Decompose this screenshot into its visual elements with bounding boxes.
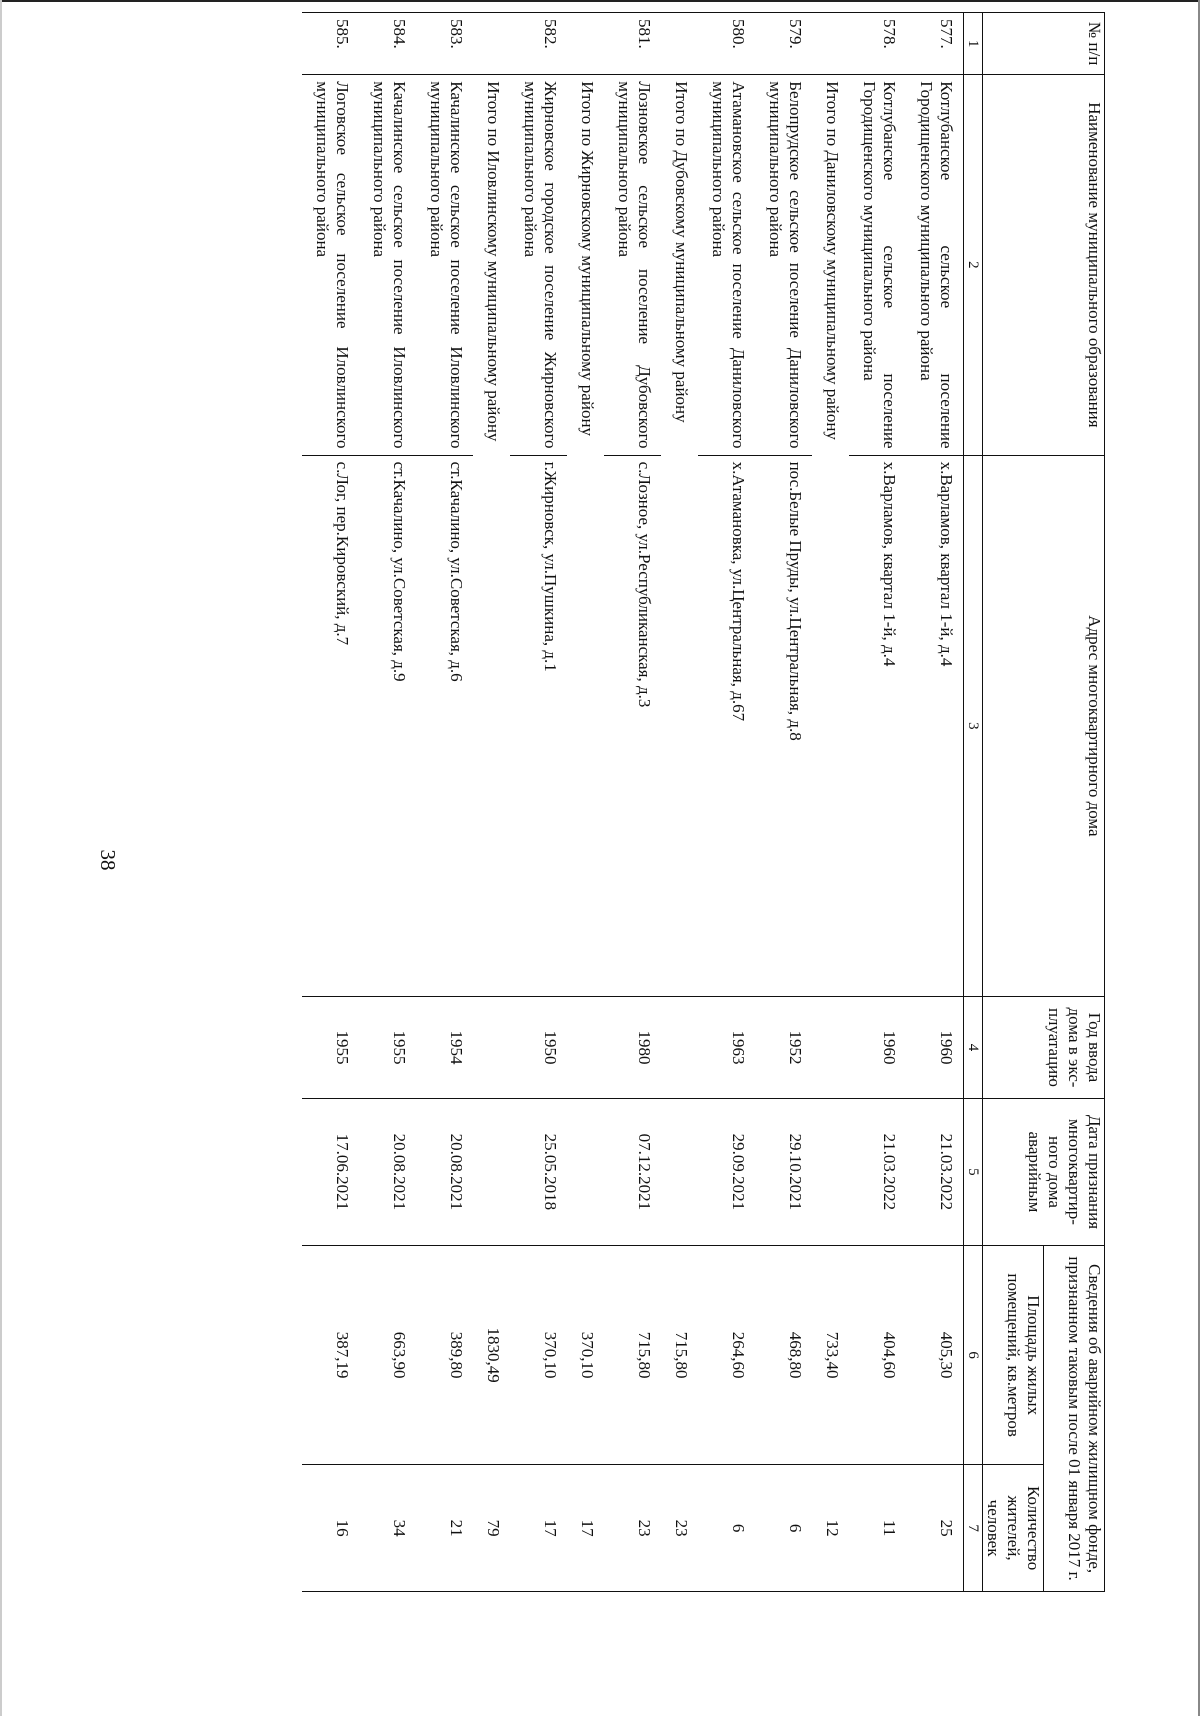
cell-address: х.Варламов, квартал 1-й, д.4: [849, 455, 906, 997]
cell-name: Котлубанское сельское поселение Городищенского муниципального района: [849, 75, 906, 455]
cell-residents: 11: [849, 1465, 906, 1592]
table-row: [359, 13, 416, 1592]
total-area: 370,10: [567, 1246, 604, 1465]
cell-address: с.Лозное, ул.Республиканская, д.3: [604, 455, 661, 997]
cell-num: 581.: [604, 13, 661, 75]
cell-year: 1960: [849, 997, 906, 1098]
cell-year: [473, 997, 510, 1098]
cell-name: Лозновское сельское поселение Дубовского муниципального района: [604, 75, 661, 455]
cell-year: [567, 997, 604, 1098]
cell-area: 389,80: [416, 1246, 473, 1465]
cell-name: Жирновское городское поселение Жирновского муниципального района: [510, 75, 567, 455]
cell-num: 584.: [359, 13, 416, 75]
cell-num: 585.: [302, 13, 359, 75]
total-residents: 17: [567, 1465, 604, 1592]
cell-residents: 23: [604, 1465, 661, 1592]
cell-name: Логовское сельское поселение Иловлинского муниципального района: [302, 75, 359, 455]
header-residents: Количество жителей, человек: [983, 1465, 1044, 1592]
cell-area: 715,80: [604, 1246, 661, 1465]
header-num: № п/п: [983, 13, 1105, 75]
column-number: 6: [964, 1246, 983, 1465]
table-row: [510, 13, 567, 1592]
table-total-row: [661, 13, 698, 1592]
total-area: 715,80: [661, 1246, 698, 1465]
header-group: Сведения об аварийном жилищном фонде, признанном таковым после 01 января 2017 г.: [1044, 1246, 1105, 1592]
cell-date: 17.06.2021: [302, 1098, 359, 1246]
cell-name: Белопрудское сельское поселение Даниловского муниципального района: [755, 75, 812, 455]
table-row: [604, 13, 661, 1592]
header-address: Адрес многоквартирного дома: [983, 455, 1105, 997]
table-row: [906, 13, 964, 1592]
header-area: Площадь жилых помещений, кв.метров: [983, 1246, 1044, 1465]
table-total-row: [812, 13, 849, 1592]
cell-date: 20.08.2021: [416, 1098, 473, 1246]
column-number: 1: [964, 13, 983, 75]
column-number: 4: [964, 997, 983, 1098]
cell-num: [812, 13, 849, 75]
cell-residents: 21: [416, 1465, 473, 1592]
cell-year: 1950: [510, 997, 567, 1098]
cell-area: 663,90: [359, 1246, 416, 1465]
cell-year: 1954: [416, 997, 473, 1098]
total-area: 1830,49: [473, 1246, 510, 1465]
cell-date: 25.05.2018: [510, 1098, 567, 1246]
cell-area: 468,80: [755, 1246, 812, 1465]
cell-date: [812, 1098, 849, 1246]
cell-residents: 6: [755, 1465, 812, 1592]
table-row: [416, 13, 473, 1592]
cell-year: 1955: [302, 997, 359, 1098]
cell-num: 579.: [755, 13, 812, 75]
header-name: Наименование муниципального образования: [983, 75, 1105, 455]
cell-year: 1952: [755, 997, 812, 1098]
table-row: [849, 13, 906, 1592]
cell-residents: 25: [906, 1465, 964, 1592]
cell-num: 583.: [416, 13, 473, 75]
cell-year: 1980: [604, 997, 661, 1098]
cell-name: Качалинское сельское поселение Иловлинского муниципального района: [359, 75, 416, 455]
column-number: 5: [964, 1098, 983, 1246]
cell-date: 21.03.2022: [849, 1098, 906, 1246]
cell-address: пос.Белые Пруды, ул.Центральная, д.8: [755, 455, 812, 997]
cell-date: 20.08.2021: [359, 1098, 416, 1246]
cell-date: 29.09.2021: [698, 1098, 755, 1246]
column-number: 3: [964, 455, 983, 997]
cell-num: 582.: [510, 13, 567, 75]
cell-name: Качалинское сельское поселение Иловлинского муниципального района: [416, 75, 473, 455]
table-row: [302, 13, 359, 1592]
cell-area: 264,60: [698, 1246, 755, 1465]
cell-num: [473, 13, 510, 75]
cell-num: [661, 13, 698, 75]
cell-date: 29.10.2021: [755, 1098, 812, 1246]
cell-date: 21.03.2022: [906, 1098, 964, 1246]
cell-date: [567, 1098, 604, 1246]
column-number: 7: [964, 1465, 983, 1592]
cell-name: Котлубанское сельское поселение Городищенского муниципального района: [906, 75, 964, 455]
cell-year: [812, 997, 849, 1098]
column-number: 2: [964, 75, 983, 455]
cell-address: ст.Качалино, ул.Советская, д.9: [359, 455, 416, 997]
total-label: Итого по Даниловскому муниципальному району: [812, 75, 849, 997]
cell-residents: 16: [302, 1465, 359, 1592]
cell-area: 370,10: [510, 1246, 567, 1465]
cell-num: [567, 13, 604, 75]
cell-year: 1963: [698, 997, 755, 1098]
table-row: [755, 13, 812, 1592]
total-residents: 12: [812, 1465, 849, 1592]
total-label: Итого по Иловлинскому муниципальному району: [473, 75, 510, 997]
cell-area: 404,60: [849, 1246, 906, 1465]
total-residents: 79: [473, 1465, 510, 1592]
cell-area: 387,19: [302, 1246, 359, 1465]
emergency-housing-table: [302, 12, 1105, 1592]
header-year: Год ввода дома в экс-плуатацию: [983, 997, 1105, 1098]
cell-address: ст.Качалино, ул.Советская, д.6: [416, 455, 473, 997]
cell-residents: 17: [510, 1465, 567, 1592]
cell-date: 07.12.2021: [604, 1098, 661, 1246]
cell-residents: 34: [359, 1465, 416, 1592]
cell-year: 1960: [906, 997, 964, 1098]
cell-date: [473, 1098, 510, 1246]
page-number: 38: [96, 849, 120, 871]
total-label: Итого по Жирновскому муниципальному району: [567, 75, 604, 997]
header-date: Дата признания многоквартир-ного дома аварийным: [983, 1098, 1105, 1246]
cell-address: х.Атамановка, ул.Центральная, д.67: [698, 455, 755, 997]
cell-area: 405,30: [906, 1246, 964, 1465]
cell-num: 580.: [698, 13, 755, 75]
cell-address: с.Лог, пер.Кировский, д.7: [302, 455, 359, 997]
cell-address: х.Варламов, квартал 1-й, д.4: [906, 455, 964, 997]
table-total-row: [567, 13, 604, 1592]
cell-residents: 6: [698, 1465, 755, 1592]
cell-date: [661, 1098, 698, 1246]
cell-num: 577.: [906, 13, 964, 75]
cell-year: [661, 997, 698, 1098]
cell-address: г.Жирновск, ул.Пушкина, д.1: [510, 455, 567, 997]
total-area: 733,40: [812, 1246, 849, 1465]
total-residents: 23: [661, 1465, 698, 1592]
cell-year: 1955: [359, 997, 416, 1098]
cell-name: Атамановское сельское поселение Даниловского муниципального района: [698, 75, 755, 455]
total-label: Итого по Дубовскому муниципальному району: [661, 75, 698, 997]
table-row: [698, 13, 755, 1592]
cell-num: 578.: [849, 13, 906, 75]
table-total-row: [473, 13, 510, 1592]
